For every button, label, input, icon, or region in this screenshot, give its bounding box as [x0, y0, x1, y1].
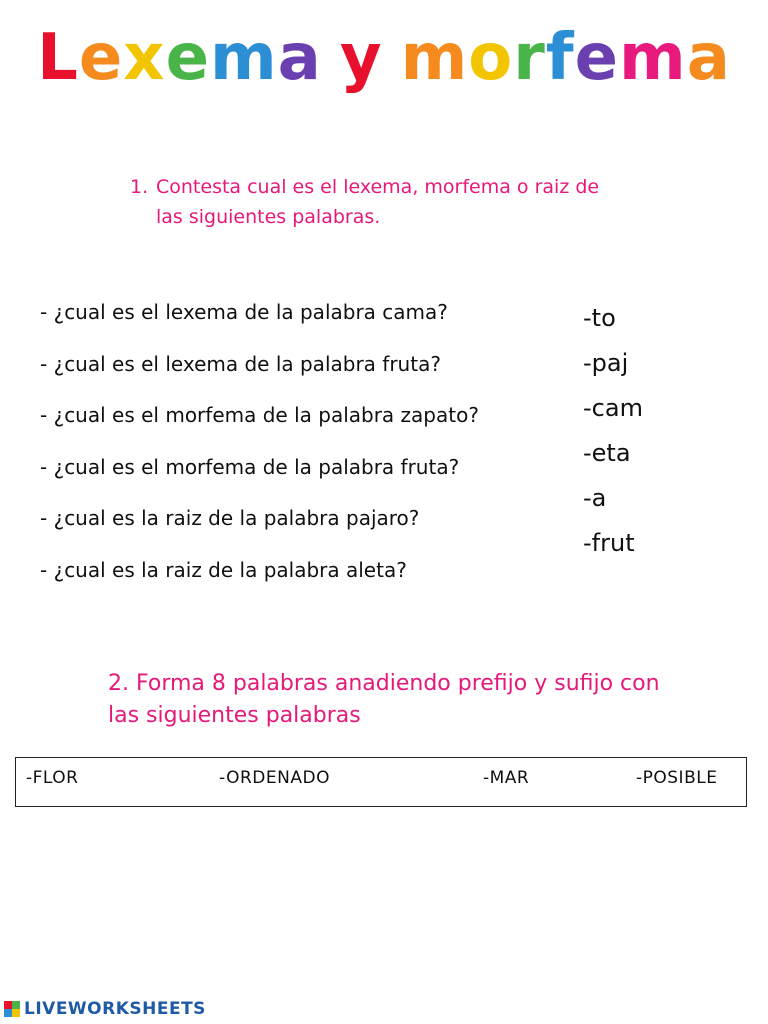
answer-option[interactable]: -cam — [583, 394, 643, 422]
question-item: - ¿cual es la raiz de la palabra pajaro? — [40, 506, 420, 530]
title-letter: m — [400, 21, 469, 95]
question-item: - ¿cual es la raiz de la palabra aleta? — [40, 557, 407, 582]
logo-square — [12, 1009, 20, 1017]
title-letter: o — [468, 21, 514, 95]
answer-option[interactable]: -to — [583, 304, 616, 332]
answer-option[interactable]: -frut — [583, 529, 635, 557]
section-1-instruction — [130, 172, 630, 232]
logo-square — [4, 1009, 12, 1017]
logo-square — [4, 1001, 12, 1009]
brand-name: LIVEWORKSHEETS — [24, 999, 206, 1019]
answer-option[interactable]: -paj — [583, 349, 629, 377]
title-letter: y — [339, 21, 383, 95]
word-item: -POSIBLE — [636, 768, 718, 788]
question-list — [40, 296, 560, 605]
title-letter: r — [513, 21, 546, 95]
title-letter: m — [209, 21, 278, 95]
section-2-instruction: 2. Forma 8 palabras anadiendo prefijo y sufijo con las siguientes palabras — [108, 671, 660, 728]
liveworksheets-logo[interactable] — [4, 998, 206, 1020]
title-letter: m — [619, 21, 687, 95]
answer-options — [583, 300, 703, 570]
page-title — [0, 20, 768, 97]
question-item: - ¿cual es el lexema de la palabra cama? — [40, 300, 448, 324]
word-item: -FLOR — [26, 768, 79, 788]
title-letter: e — [574, 21, 620, 95]
word-item: -MAR — [483, 768, 530, 788]
answer-option[interactable]: -a — [583, 484, 607, 512]
title-letter: a — [277, 21, 322, 95]
section-1-number: 1. — [130, 176, 149, 198]
section-1-text: Contesta cual es el lexema, morfema o raiz de las siguientes palabras. — [156, 176, 600, 228]
logo-square — [12, 1001, 20, 1009]
question-item: - ¿cual es el morfema de la palabra fruta? — [40, 454, 460, 479]
title-letter: e — [78, 21, 124, 95]
title-letter: L — [37, 21, 79, 95]
word-box — [15, 757, 747, 807]
question-item: - ¿cual es el lexema de la palabra fruta? — [40, 351, 441, 376]
title-letter: x — [123, 21, 166, 95]
liveworksheets-icon — [4, 1001, 20, 1017]
answer-option[interactable]: -eta — [583, 439, 631, 467]
word-item: -ORDENADO — [219, 768, 330, 788]
title-letter: f — [545, 21, 575, 95]
title-letter: e — [165, 21, 210, 95]
question-item: - ¿cual es el morfema de la palabra zapato? — [40, 403, 479, 427]
title-letter: a — [686, 21, 731, 95]
